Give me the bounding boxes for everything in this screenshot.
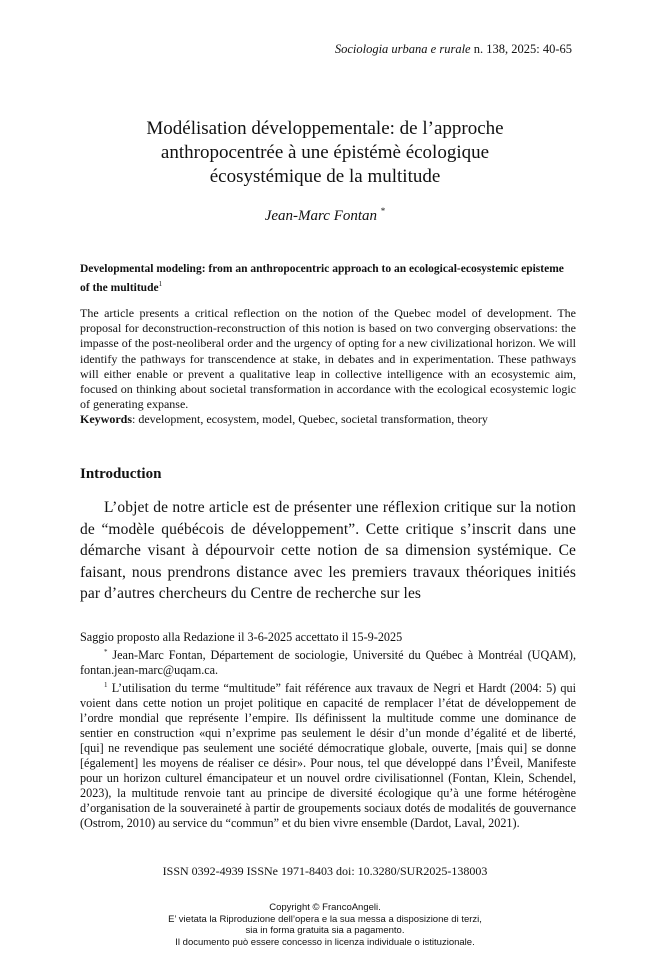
journal-name: Sociologia urbana e rurale [334,42,471,56]
title-line-1: Modélisation développementale: de l’approche [146,118,504,139]
footnote-1 [80,678,576,831]
copyright-line-4: Il documento può essere concesso in licenza individuale o istituzionale. [175,936,475,948]
issue-info: n. 138, 2025: 40-65 [470,42,572,56]
english-title-note-mark: 1 [158,280,163,288]
abstract [80,306,576,428]
author-footnote-text: Jean-Marc Fontan, Département de sociologie, Université du Québec à Montréal (UQAM), fontan.jean-marc@uqam.ca. [80,648,576,678]
abstract-text: The article presents a critical reflection on the notion of the Quebec model of development. The proposal for deconstruction-reconstruction of this notion is based on two converging observations: the impasse of the post-neoliberal order and the urgency of opting for a new civilizational horizon. We will identify the pathways for transcendence at stake, in debates and in experimentation. These pathways will either enable or prevent a qualitative leap in collective intelligence with an ecosystemic aim, focused on thinking about societal transformation in accordance with the ecological ecosystemic logic of generating expanse. [80,306,576,412]
english-title [80,262,576,296]
article-title [80,117,570,189]
footnotes [80,630,576,831]
issn-doi-line: ISSN 0392-4939 ISSNe 1971-8403 doi: 10.3280/SUR2025-138003 [162,864,488,878]
author-line [80,206,570,225]
author-mark: * [380,206,386,216]
copyright-line-3: sia in forma gratuita sia a pagamento. [245,925,405,936]
keywords-list: : development, ecosystem, model, Quebec, societal transformation, theory [132,412,488,427]
author-footnote-mark: * [104,648,108,656]
author-name: Jean-Marc Fontan [264,208,378,224]
title-line-2: anthropocentrée à une épistémè écologique [160,142,490,163]
keywords-line [80,412,576,427]
copyright-line-2: E’ vietata la Riproduzione dell’opera e la sua messa a disposizione di terzi, [168,913,482,925]
copyright-notice [0,902,650,948]
title-line-3: écosystémique de la multitude [209,166,441,187]
copyright-line-1: Copyright © FrancoAngeli. [269,902,381,913]
footnote-1-mark: 1 [104,681,108,690]
keywords-label: Keywords [80,412,132,427]
body-paragraph: L’objet de notre article est de présenter une réflexion critique sur la notion de “modèle québécois de développement”. Cette critique s’inscrit dans une démarche visant à dépourvoir cette notion de sa dimension systémique. Ce faisant, nous prendrons distance avec les premiers travaux théoriques initiés par d’autres chercheurs du Centre de recherche sur les [80,499,576,602]
author-footnote [80,645,576,678]
footnote-1-text: L’utilisation du terme “multitude” fait référence aux travaux de Negri et Hardt (2004: 5) qui voient dans cette notion un projet politique en capacité de remplacer l’état de développement de l’ordre mondial que représente l’empire. Ils définissent la multitude comme une dominance de sentier en construction «qui n’exprime pas seulement le désir d’un monde d’égalité et de liberté, [qui] ne revendique pas seulement une société démocratique globale, ouverte, [mais qui] se donne [également] les moyens de réaliser ce désir». Pour nous, tel que développé dans l’Éveil, Manifeste pour un horizon culturel émancipateur et un nouvel ordre civilisationnel (Fontan, Klein, Schendel, 2023), la multitude renvoie tant au principe de diversité écologique qu’à une forme hétérogène d’organisation de la souveraineté à partir de groupements sociaux dotés de modalités de gouvernance (Ostrom, 2010) au service du “commun” et du bien vivre ensemble (Dardot, Laval, 2021). [80,681,576,831]
submission-note: Saggio proposto alla Redazione il 3-6-2025 accettato il 15-9-2025 [80,630,403,644]
section-heading: Introduction [80,466,162,482]
english-title-text: Developmental modeling: from an anthropocentric approach to an ecological-ecosystemic episteme of the multitude [80,263,564,294]
running-header [335,42,572,57]
